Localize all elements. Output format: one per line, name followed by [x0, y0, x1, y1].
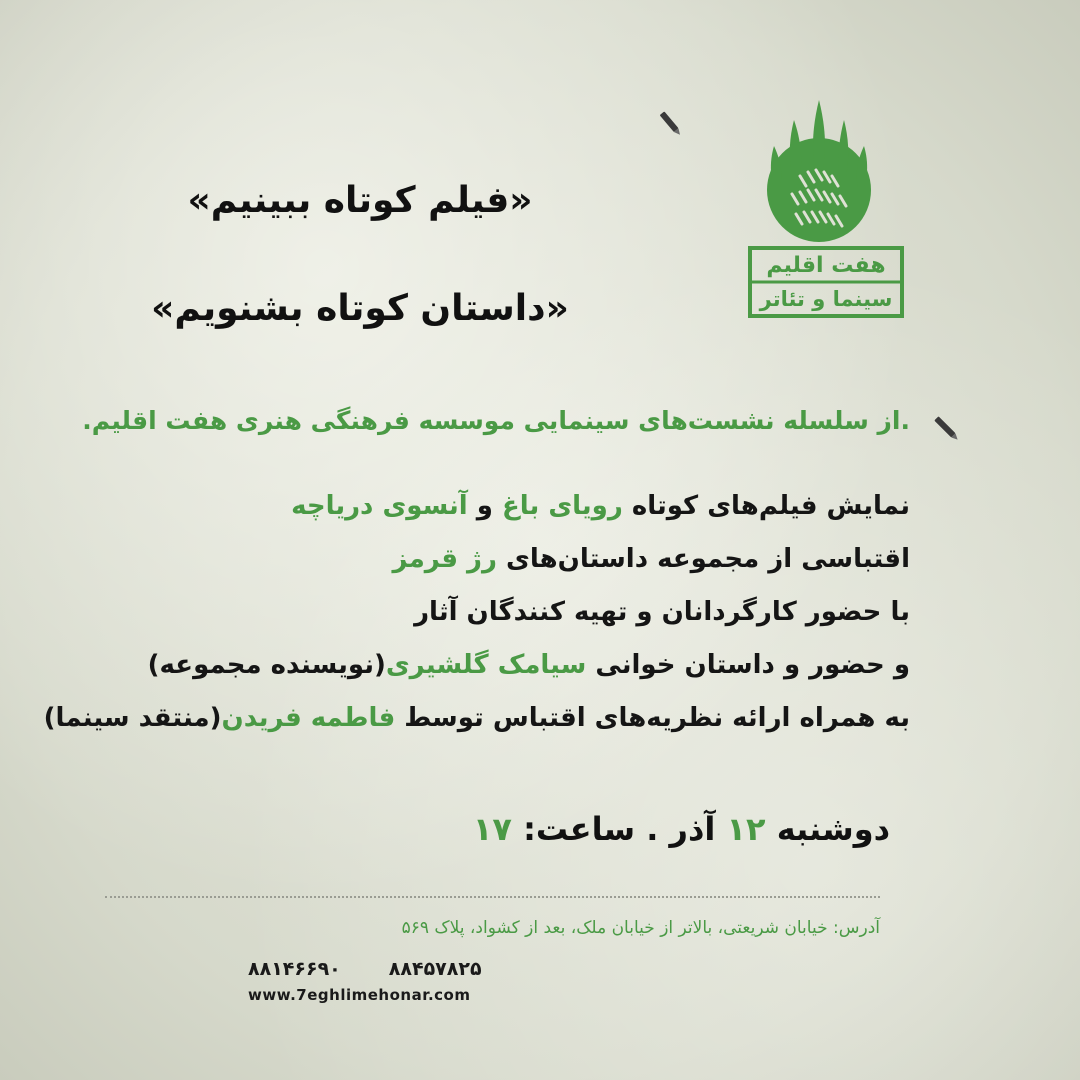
description-line-1: [40, 480, 910, 533]
dotted-divider: [105, 896, 880, 898]
text-segment: اقتباسی از مجموعه داستان‌های: [497, 544, 910, 574]
book-title: رژ قرمز: [392, 544, 497, 574]
description-line-4: [40, 639, 910, 692]
title-line-1: «فیلم کوتاه ببینیم»: [187, 180, 533, 221]
description-line-3: با حضور کارگردانان و تهیه کنندگان آثار: [414, 597, 910, 627]
phone-numbers: [248, 958, 648, 980]
event-date-number: ۱۲: [726, 810, 766, 848]
text-segment: (نویسنده مجموعه): [147, 650, 386, 680]
title-line-2: «داستان کوتاه بشنویم»: [151, 288, 569, 329]
event-description: [40, 480, 910, 745]
text-segment: و حضور و داستان خوانی: [586, 650, 910, 680]
logo-text-line-1: هفت اقلیم: [766, 253, 886, 278]
description-line-2: [40, 533, 910, 586]
event-time: ۱۷: [472, 810, 512, 848]
film-title-1: رویای باغ: [501, 491, 623, 521]
address-text: آدرس: خیابان شریعتی، بالاتر از خیابان ملک، بعد از کشواد، پلاک ۵۶۹: [401, 918, 880, 938]
phone-number[interactable]: ۸۸۴۵۷۸۲۵: [388, 958, 482, 980]
pen-icon: [930, 412, 964, 446]
description-line-5: [40, 692, 910, 745]
critic-name: فاطمه فریدن: [221, 703, 396, 733]
event-day: دوشنبه: [765, 810, 890, 848]
event-date-time: [60, 810, 890, 848]
haft-eghlim-logo: [742, 98, 912, 320]
pen-icon: [655, 108, 687, 140]
text-segment: (منتقد سینما): [43, 703, 222, 733]
text-segment: به همراه ارائه نظریه‌های اقتباس توسط: [395, 703, 910, 733]
series-subtitle: .از سلسله نشست‌های سینمایی موسسه فرهنگی هنری هفت اقلیم.: [82, 406, 910, 435]
logo-text-line-2: سینما و تئاتر: [759, 287, 893, 311]
text-segment: نمایش فیلم‌های کوتاه: [622, 491, 910, 521]
website-link[interactable]: www.7eghlimehonar.com: [248, 986, 471, 1004]
author-name: سیامک گلشیری: [385, 650, 587, 680]
film-title-2: آنسوی دریاچه: [291, 491, 468, 521]
text-segment: و: [467, 491, 502, 521]
event-month-time-label: آذر . ساعت:: [511, 810, 727, 848]
phone-number[interactable]: ۸۸۱۴۶۶۹۰: [248, 958, 341, 980]
